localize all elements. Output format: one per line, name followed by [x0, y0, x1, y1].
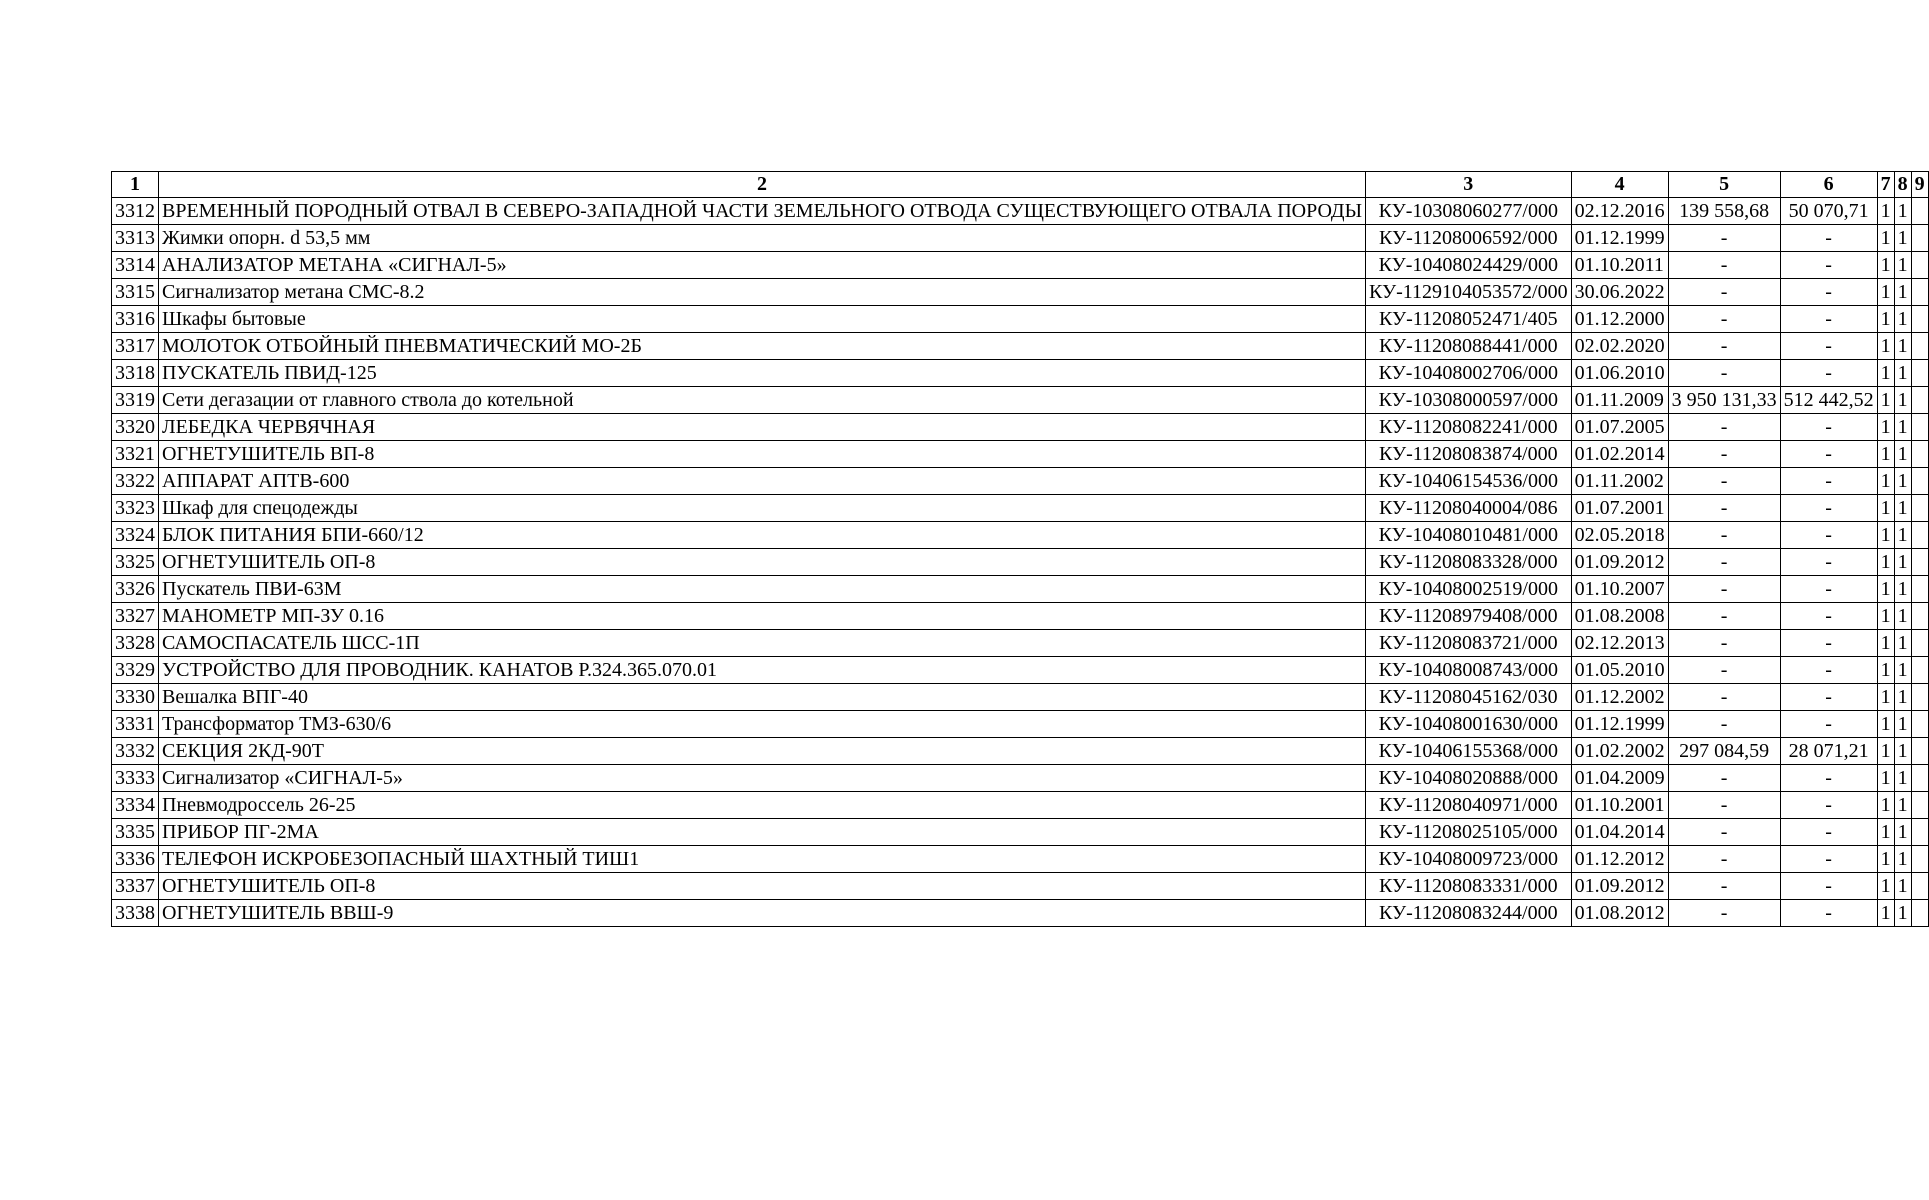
table-row [112, 414, 1929, 441]
value-7-cell: 1 [1877, 684, 1894, 711]
value-8-cell: 1 [1894, 657, 1911, 684]
value-6-cell: - [1780, 441, 1877, 468]
value-5-cell: - [1668, 630, 1780, 657]
table-row [112, 522, 1929, 549]
column-header: 6 [1780, 172, 1877, 198]
inventory-number-cell: КУ-11208088441/000 [1366, 333, 1572, 360]
item-name-cell: Шкаф для спецодежды [159, 495, 1366, 522]
value-5-cell: - [1668, 279, 1780, 306]
inventory-number-cell: КУ-10408001630/000 [1366, 711, 1572, 738]
value-5-cell: - [1668, 711, 1780, 738]
inventory-number-cell: КУ-11208979408/000 [1366, 603, 1572, 630]
table-row [112, 549, 1929, 576]
item-name-cell: ТЕЛЕФОН ИСКРОБЕЗОПАСНЫЙ ШАХТНЫЙ ТИШ1 [159, 846, 1366, 873]
table-row [112, 846, 1929, 873]
table-row [112, 873, 1929, 900]
value-6-cell: 512 442,52 [1780, 387, 1877, 414]
value-9-cell [1911, 441, 1928, 468]
table-row [112, 765, 1929, 792]
value-6-cell: - [1780, 225, 1877, 252]
date-cell: 30.06.2022 [1571, 279, 1668, 306]
item-name-cell: Сигнализатор «СИГНАЛ-5» [159, 765, 1366, 792]
value-8-cell: 1 [1894, 360, 1911, 387]
item-name-cell: ПУСКАТЕЛЬ ПВИД-125 [159, 360, 1366, 387]
table-row [112, 657, 1929, 684]
value-8-cell: 1 [1894, 441, 1911, 468]
item-name-cell: МАНОМЕТР МП-ЗУ 0.16 [159, 603, 1366, 630]
date-cell: 01.04.2014 [1571, 819, 1668, 846]
item-name-cell: АНАЛИЗАТОР МЕТАНА «СИГНАЛ-5» [159, 252, 1366, 279]
value-7-cell: 1 [1877, 522, 1894, 549]
item-name-cell: Трансформатор ТМЗ-630/6 [159, 711, 1366, 738]
item-name-cell: Пускатель ПВИ-63М [159, 576, 1366, 603]
value-7-cell: 1 [1877, 198, 1894, 225]
inventory-number-cell: КУ-10308060277/000 [1366, 198, 1572, 225]
item-name-cell: Пневмодроссель 26-25 [159, 792, 1366, 819]
table-row [112, 306, 1929, 333]
row-number-cell: 3322 [112, 468, 159, 495]
value-6-cell: - [1780, 630, 1877, 657]
value-5-cell: - [1668, 765, 1780, 792]
row-number-cell: 3331 [112, 711, 159, 738]
value-9-cell [1911, 306, 1928, 333]
row-number-cell: 3334 [112, 792, 159, 819]
row-number-cell: 3330 [112, 684, 159, 711]
table-row [112, 360, 1929, 387]
value-7-cell: 1 [1877, 252, 1894, 279]
value-8-cell: 1 [1894, 495, 1911, 522]
value-6-cell: - [1780, 576, 1877, 603]
value-7-cell: 1 [1877, 846, 1894, 873]
date-cell: 01.12.2002 [1571, 684, 1668, 711]
value-9-cell [1911, 765, 1928, 792]
row-number-cell: 3325 [112, 549, 159, 576]
item-name-cell: ОГНЕТУШИТЕЛЬ ВП-8 [159, 441, 1366, 468]
value-6-cell: - [1780, 333, 1877, 360]
value-8-cell: 1 [1894, 576, 1911, 603]
value-8-cell: 1 [1894, 522, 1911, 549]
row-number-cell: 3319 [112, 387, 159, 414]
table-row [112, 630, 1929, 657]
value-7-cell: 1 [1877, 792, 1894, 819]
value-9-cell [1911, 873, 1928, 900]
inventory-number-cell: КУ-11208052471/405 [1366, 306, 1572, 333]
value-7-cell: 1 [1877, 414, 1894, 441]
row-number-cell: 3329 [112, 657, 159, 684]
item-name-cell: Шкафы бытовые [159, 306, 1366, 333]
item-name-cell: ЛЕБЕДКА ЧЕРВЯЧНАЯ [159, 414, 1366, 441]
inventory-number-cell: КУ-11208045162/030 [1366, 684, 1572, 711]
value-5-cell: - [1668, 657, 1780, 684]
value-8-cell: 1 [1894, 387, 1911, 414]
column-header: 1 [112, 172, 159, 198]
date-cell: 02.12.2016 [1571, 198, 1668, 225]
value-5-cell: - [1668, 306, 1780, 333]
value-6-cell: - [1780, 603, 1877, 630]
date-cell: 01.08.2012 [1571, 900, 1668, 927]
value-9-cell [1911, 198, 1928, 225]
value-7-cell: 1 [1877, 333, 1894, 360]
column-header: 2 [159, 172, 1366, 198]
row-number-cell: 3338 [112, 900, 159, 927]
value-8-cell: 1 [1894, 306, 1911, 333]
inventory-number-cell: КУ-10308000597/000 [1366, 387, 1572, 414]
item-name-cell: Вешалка ВПГ-40 [159, 684, 1366, 711]
value-5-cell: - [1668, 603, 1780, 630]
table-row [112, 225, 1929, 252]
date-cell: 01.10.2011 [1571, 252, 1668, 279]
value-7-cell: 1 [1877, 279, 1894, 306]
value-8-cell: 1 [1894, 279, 1911, 306]
value-8-cell: 1 [1894, 846, 1911, 873]
inventory-number-cell: КУ-11208083721/000 [1366, 630, 1572, 657]
column-header: 7 [1877, 172, 1894, 198]
value-9-cell [1911, 549, 1928, 576]
value-9-cell [1911, 576, 1928, 603]
row-number-cell: 3315 [112, 279, 159, 306]
value-9-cell [1911, 387, 1928, 414]
column-header: 5 [1668, 172, 1780, 198]
value-9-cell [1911, 657, 1928, 684]
row-number-cell: 3323 [112, 495, 159, 522]
value-6-cell: - [1780, 495, 1877, 522]
item-name-cell: ОГНЕТУШИТЕЛЬ ОП-8 [159, 549, 1366, 576]
date-cell: 01.09.2012 [1571, 873, 1668, 900]
inventory-number-cell: КУ-10408020888/000 [1366, 765, 1572, 792]
value-8-cell: 1 [1894, 333, 1911, 360]
item-name-cell: СЕКЦИЯ 2КД-90Т [159, 738, 1366, 765]
table-row [112, 441, 1929, 468]
inventory-number-cell: КУ-10408002706/000 [1366, 360, 1572, 387]
inventory-number-cell: КУ-10406155368/000 [1366, 738, 1572, 765]
value-7-cell: 1 [1877, 468, 1894, 495]
value-8-cell: 1 [1894, 414, 1911, 441]
value-5-cell: - [1668, 468, 1780, 495]
value-5-cell: - [1668, 684, 1780, 711]
value-9-cell [1911, 252, 1928, 279]
row-number-cell: 3327 [112, 603, 159, 630]
value-5-cell: - [1668, 819, 1780, 846]
date-cell: 01.12.1999 [1571, 225, 1668, 252]
value-6-cell: - [1780, 846, 1877, 873]
value-5-cell: - [1668, 900, 1780, 927]
value-5-cell: - [1668, 549, 1780, 576]
value-7-cell: 1 [1877, 306, 1894, 333]
item-name-cell: УСТРОЙСТВО ДЛЯ ПРОВОДНИК. КАНАТОВ Р.324.365.070.01 [159, 657, 1366, 684]
row-number-cell: 3316 [112, 306, 159, 333]
value-5-cell: 297 084,59 [1668, 738, 1780, 765]
item-name-cell: ОГНЕТУШИТЕЛЬ ОП-8 [159, 873, 1366, 900]
value-6-cell: - [1780, 360, 1877, 387]
column-header: 8 [1894, 172, 1911, 198]
value-9-cell [1911, 792, 1928, 819]
value-8-cell: 1 [1894, 792, 1911, 819]
value-7-cell: 1 [1877, 711, 1894, 738]
item-name-cell: Сети дегазации от главного ствола до котельной [159, 387, 1366, 414]
value-5-cell: - [1668, 873, 1780, 900]
row-number-cell: 3326 [112, 576, 159, 603]
table-body [112, 198, 1929, 927]
inventory-number-cell: КУ-10408009723/000 [1366, 846, 1572, 873]
date-cell: 01.12.2012 [1571, 846, 1668, 873]
value-7-cell: 1 [1877, 873, 1894, 900]
value-5-cell: - [1668, 495, 1780, 522]
inventory-number-cell: КУ-11208083244/000 [1366, 900, 1572, 927]
date-cell: 01.06.2010 [1571, 360, 1668, 387]
value-7-cell: 1 [1877, 387, 1894, 414]
inventory-number-cell: КУ-10408010481/000 [1366, 522, 1572, 549]
value-6-cell: - [1780, 522, 1877, 549]
table-row [112, 819, 1929, 846]
value-7-cell: 1 [1877, 441, 1894, 468]
inventory-number-cell: КУ-10408024429/000 [1366, 252, 1572, 279]
row-number-cell: 3333 [112, 765, 159, 792]
date-cell: 01.10.2007 [1571, 576, 1668, 603]
table-row [112, 792, 1929, 819]
table-row [112, 684, 1929, 711]
inventory-number-cell: КУ-11208040971/000 [1366, 792, 1572, 819]
value-8-cell: 1 [1894, 198, 1911, 225]
date-cell: 01.11.2002 [1571, 468, 1668, 495]
table-row [112, 738, 1929, 765]
value-6-cell: - [1780, 873, 1877, 900]
date-cell: 01.10.2001 [1571, 792, 1668, 819]
item-name-cell: ПРИБОР ПГ-2МА [159, 819, 1366, 846]
value-6-cell: - [1780, 765, 1877, 792]
value-7-cell: 1 [1877, 819, 1894, 846]
date-cell: 01.02.2002 [1571, 738, 1668, 765]
value-5-cell: - [1668, 360, 1780, 387]
value-5-cell: - [1668, 225, 1780, 252]
row-number-cell: 3337 [112, 873, 159, 900]
item-name-cell: БЛОК ПИТАНИЯ БПИ-660/12 [159, 522, 1366, 549]
value-6-cell: 50 070,71 [1780, 198, 1877, 225]
date-cell: 01.07.2005 [1571, 414, 1668, 441]
value-8-cell: 1 [1894, 873, 1911, 900]
row-number-cell: 3318 [112, 360, 159, 387]
value-8-cell: 1 [1894, 765, 1911, 792]
table-row [112, 387, 1929, 414]
value-5-cell: - [1668, 846, 1780, 873]
row-number-cell: 3336 [112, 846, 159, 873]
value-9-cell [1911, 468, 1928, 495]
item-name-cell: САМОСПАСАТЕЛЬ ШСС-1П [159, 630, 1366, 657]
value-9-cell [1911, 684, 1928, 711]
value-9-cell [1911, 630, 1928, 657]
item-name-cell: АППАРАТ АПТВ-600 [159, 468, 1366, 495]
value-7-cell: 1 [1877, 765, 1894, 792]
value-7-cell: 1 [1877, 630, 1894, 657]
value-8-cell: 1 [1894, 738, 1911, 765]
date-cell: 02.05.2018 [1571, 522, 1668, 549]
table-row [112, 468, 1929, 495]
value-6-cell: 28 071,21 [1780, 738, 1877, 765]
value-6-cell: - [1780, 306, 1877, 333]
value-9-cell [1911, 279, 1928, 306]
inventory-number-cell: КУ-11208083874/000 [1366, 441, 1572, 468]
column-header: 4 [1571, 172, 1668, 198]
inventory-number-cell: КУ-11208006592/000 [1366, 225, 1572, 252]
value-8-cell: 1 [1894, 468, 1911, 495]
column-header: 9 [1911, 172, 1928, 198]
inventory-number-cell: КУ-10408008743/000 [1366, 657, 1572, 684]
inventory-number-cell: КУ-11208083328/000 [1366, 549, 1572, 576]
value-8-cell: 1 [1894, 603, 1911, 630]
row-number-cell: 3328 [112, 630, 159, 657]
inventory-number-cell: КУ-11208082241/000 [1366, 414, 1572, 441]
value-5-cell: - [1668, 792, 1780, 819]
value-8-cell: 1 [1894, 252, 1911, 279]
date-cell: 01.07.2001 [1571, 495, 1668, 522]
table-row [112, 603, 1929, 630]
date-cell: 01.04.2009 [1571, 765, 1668, 792]
value-9-cell [1911, 846, 1928, 873]
value-6-cell: - [1780, 900, 1877, 927]
value-6-cell: - [1780, 657, 1877, 684]
date-cell: 01.09.2012 [1571, 549, 1668, 576]
value-9-cell [1911, 495, 1928, 522]
table-row [112, 333, 1929, 360]
row-number-cell: 3335 [112, 819, 159, 846]
value-9-cell [1911, 225, 1928, 252]
value-9-cell [1911, 900, 1928, 927]
table-row [112, 495, 1929, 522]
asset-table [111, 171, 1929, 927]
item-name-cell: Сигнализатор метана СМС-8.2 [159, 279, 1366, 306]
date-cell: 01.11.2009 [1571, 387, 1668, 414]
inventory-number-cell: КУ-10408002519/000 [1366, 576, 1572, 603]
row-number-cell: 3312 [112, 198, 159, 225]
value-7-cell: 1 [1877, 603, 1894, 630]
value-8-cell: 1 [1894, 684, 1911, 711]
item-name-cell: Жимки опорн. d 53,5 мм [159, 225, 1366, 252]
value-6-cell: - [1780, 819, 1877, 846]
value-6-cell: - [1780, 711, 1877, 738]
value-8-cell: 1 [1894, 711, 1911, 738]
value-6-cell: - [1780, 684, 1877, 711]
row-number-cell: 3324 [112, 522, 159, 549]
value-5-cell: - [1668, 441, 1780, 468]
table-row [112, 279, 1929, 306]
table-row [112, 252, 1929, 279]
header-row [112, 172, 1929, 198]
value-8-cell: 1 [1894, 225, 1911, 252]
date-cell: 01.05.2010 [1571, 657, 1668, 684]
item-name-cell: ВРЕМЕННЫЙ ПОРОДНЫЙ ОТВАЛ В СЕВЕРО-ЗАПАДНОЙ ЧАСТИ ЗЕМЕЛЬНОГО ОТВОДА СУЩЕСТВУЮЩЕГО ОТВАЛА ПОРОДЫ [159, 198, 1366, 225]
value-8-cell: 1 [1894, 819, 1911, 846]
date-cell: 01.08.2008 [1571, 603, 1668, 630]
row-number-cell: 3321 [112, 441, 159, 468]
column-header: 3 [1366, 172, 1572, 198]
item-name-cell: МОЛОТОК ОТБОЙНЫЙ ПНЕВМАТИЧЕСКИЙ МО-2Б [159, 333, 1366, 360]
item-name-cell: ОГНЕТУШИТЕЛЬ ВВШ-9 [159, 900, 1366, 927]
date-cell: 02.02.2020 [1571, 333, 1668, 360]
inventory-number-cell: КУ-10406154536/000 [1366, 468, 1572, 495]
value-5-cell: 3 950 131,33 [1668, 387, 1780, 414]
value-9-cell [1911, 603, 1928, 630]
value-8-cell: 1 [1894, 549, 1911, 576]
value-7-cell: 1 [1877, 576, 1894, 603]
value-7-cell: 1 [1877, 738, 1894, 765]
date-cell: 02.12.2013 [1571, 630, 1668, 657]
value-7-cell: 1 [1877, 225, 1894, 252]
value-7-cell: 1 [1877, 657, 1894, 684]
value-7-cell: 1 [1877, 900, 1894, 927]
table-row [112, 576, 1929, 603]
value-6-cell: - [1780, 792, 1877, 819]
row-number-cell: 3314 [112, 252, 159, 279]
value-8-cell: 1 [1894, 900, 1911, 927]
inventory-number-cell: КУ-11208083331/000 [1366, 873, 1572, 900]
value-9-cell [1911, 522, 1928, 549]
value-5-cell: - [1668, 522, 1780, 549]
value-5-cell: - [1668, 252, 1780, 279]
value-6-cell: - [1780, 468, 1877, 495]
inventory-number-cell: КУ-11208025105/000 [1366, 819, 1572, 846]
value-9-cell [1911, 360, 1928, 387]
date-cell: 01.12.1999 [1571, 711, 1668, 738]
value-9-cell [1911, 333, 1928, 360]
table-row [112, 900, 1929, 927]
value-6-cell: - [1780, 279, 1877, 306]
value-5-cell: - [1668, 576, 1780, 603]
date-cell: 01.12.2000 [1571, 306, 1668, 333]
row-number-cell: 3320 [112, 414, 159, 441]
value-7-cell: 1 [1877, 495, 1894, 522]
value-9-cell [1911, 711, 1928, 738]
value-5-cell: 139 558,68 [1668, 198, 1780, 225]
value-6-cell: - [1780, 252, 1877, 279]
table-row [112, 198, 1929, 225]
inventory-number-cell: КУ-1129104053572/000 [1366, 279, 1572, 306]
value-8-cell: 1 [1894, 630, 1911, 657]
value-9-cell [1911, 414, 1928, 441]
value-7-cell: 1 [1877, 549, 1894, 576]
value-5-cell: - [1668, 333, 1780, 360]
row-number-cell: 3317 [112, 333, 159, 360]
value-9-cell [1911, 738, 1928, 765]
row-number-cell: 3313 [112, 225, 159, 252]
value-5-cell: - [1668, 414, 1780, 441]
row-number-cell: 3332 [112, 738, 159, 765]
value-6-cell: - [1780, 414, 1877, 441]
value-6-cell: - [1780, 549, 1877, 576]
date-cell: 01.02.2014 [1571, 441, 1668, 468]
inventory-number-cell: КУ-11208040004/086 [1366, 495, 1572, 522]
table-row [112, 711, 1929, 738]
value-7-cell: 1 [1877, 360, 1894, 387]
value-9-cell [1911, 819, 1928, 846]
